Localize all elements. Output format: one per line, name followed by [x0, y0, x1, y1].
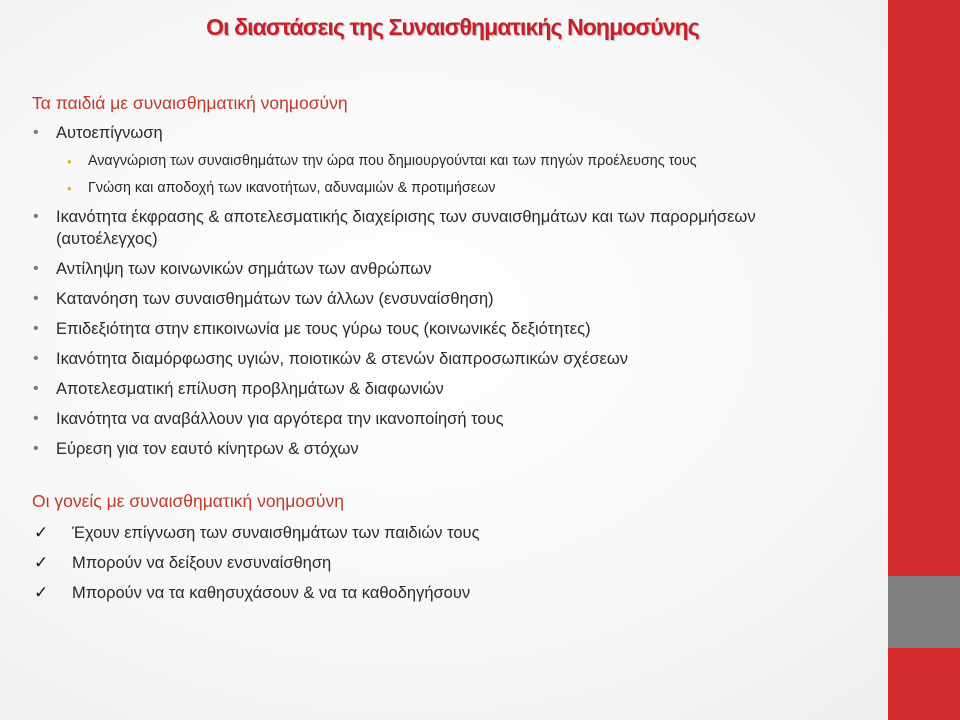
bullet-icon: •: [33, 124, 39, 141]
bullet-icon: •: [33, 410, 39, 427]
bullet-icon: •: [33, 208, 39, 225]
list-item: [32, 258, 852, 280]
list-item: [32, 122, 852, 144]
sub-list-item-text: Γνώση και αποδοχή των ικανοτήτων, αδυναμιών & προτιμήσεων: [88, 180, 496, 196]
list-item-text: Ικανότητα έκφρασης & αποτελεσματικής διαχείρισης των συναισθημάτων και των παρορμήσεων (αυτοέλεγχος): [56, 208, 756, 248]
list-item-text: Εύρεση για τον εαυτό κίνητρων & στόχων: [56, 440, 359, 458]
list-item: [32, 408, 852, 430]
list-item-text: Ικανότητα διαμόρφωσης υγιών, ποιοτικών & στενών διαπροσωπικών σχέσεων: [56, 350, 628, 368]
sub-list-item: [32, 152, 852, 171]
bullet-icon: •: [33, 440, 39, 457]
sub-bullet-icon: •: [67, 181, 72, 196]
bullet-icon: •: [33, 350, 39, 367]
check-list-item: [32, 522, 852, 544]
list-item-text: Κατανόηση των συναισθημάτων των άλλων (ενσυναίσθηση): [56, 290, 494, 308]
sidebar-grey-block: [888, 576, 960, 648]
parents-section-heading: Οι γονείς με συναισθηματική νοημοσύνη: [32, 491, 344, 511]
list-item-text: Ικανότητα να αναβάλλουν για αργότερα την ικανοποίησή τους: [56, 410, 504, 428]
check-list-item: [32, 582, 852, 604]
slide-content: [32, 92, 852, 604]
check-list-item: [32, 552, 852, 574]
check-icon: ✓: [34, 583, 49, 603]
bullet-icon: •: [33, 380, 39, 397]
list-item-text: Αποτελεσματική επίλυση προβλημάτων & διαφωνιών: [56, 380, 444, 398]
sidebar-red-top: [888, 0, 960, 576]
list-item: [32, 348, 852, 370]
check-icon: ✓: [34, 523, 49, 543]
list-item: [32, 206, 852, 250]
list-item: [32, 288, 852, 310]
sidebar-red-bottom: [888, 648, 960, 720]
bullet-icon: •: [33, 290, 39, 307]
check-list-item-text: Έχουν επίγνωση των συναισθημάτων των παιδιών τους: [72, 524, 480, 542]
list-item-text: Αυτοεπίγνωση: [56, 124, 163, 142]
list-item-text: Αντίληψη των κοινωνικών σημάτων των ανθρώπων: [56, 260, 432, 278]
list-item: [32, 438, 852, 460]
sub-list-item-text: Αναγνώριση των συναισθημάτων την ώρα που δημιουργούνται και των πηγών προέλευσης τους: [88, 153, 697, 169]
check-icon: ✓: [34, 553, 49, 573]
check-list-item-text: Μπορούν να τα καθησυχάσουν & να τα καθοδηγήσουν: [72, 584, 471, 602]
check-list-item-text: Μπορούν να δείξουν ενσυναίσθηση: [72, 554, 332, 572]
children-section-heading: Τα παιδιά με συναισθηματική νοημοσύνη: [32, 93, 348, 113]
sub-list-item: [32, 179, 852, 198]
parents-list: [32, 522, 852, 604]
slide-title: Οι διαστάσεις της Συναισθηματικής Νοημοσύνης: [206, 14, 699, 40]
sub-bullet-icon: •: [67, 154, 72, 169]
list-item-text: Επιδεξιότητα στην επικοινωνία με τους γύρω τους (κοινωνικές δεξιότητες): [56, 320, 591, 338]
list-item: [32, 378, 852, 400]
bullet-icon: •: [33, 260, 39, 277]
children-list: [32, 122, 852, 460]
list-item: [32, 318, 852, 340]
bullet-icon: •: [33, 320, 39, 337]
